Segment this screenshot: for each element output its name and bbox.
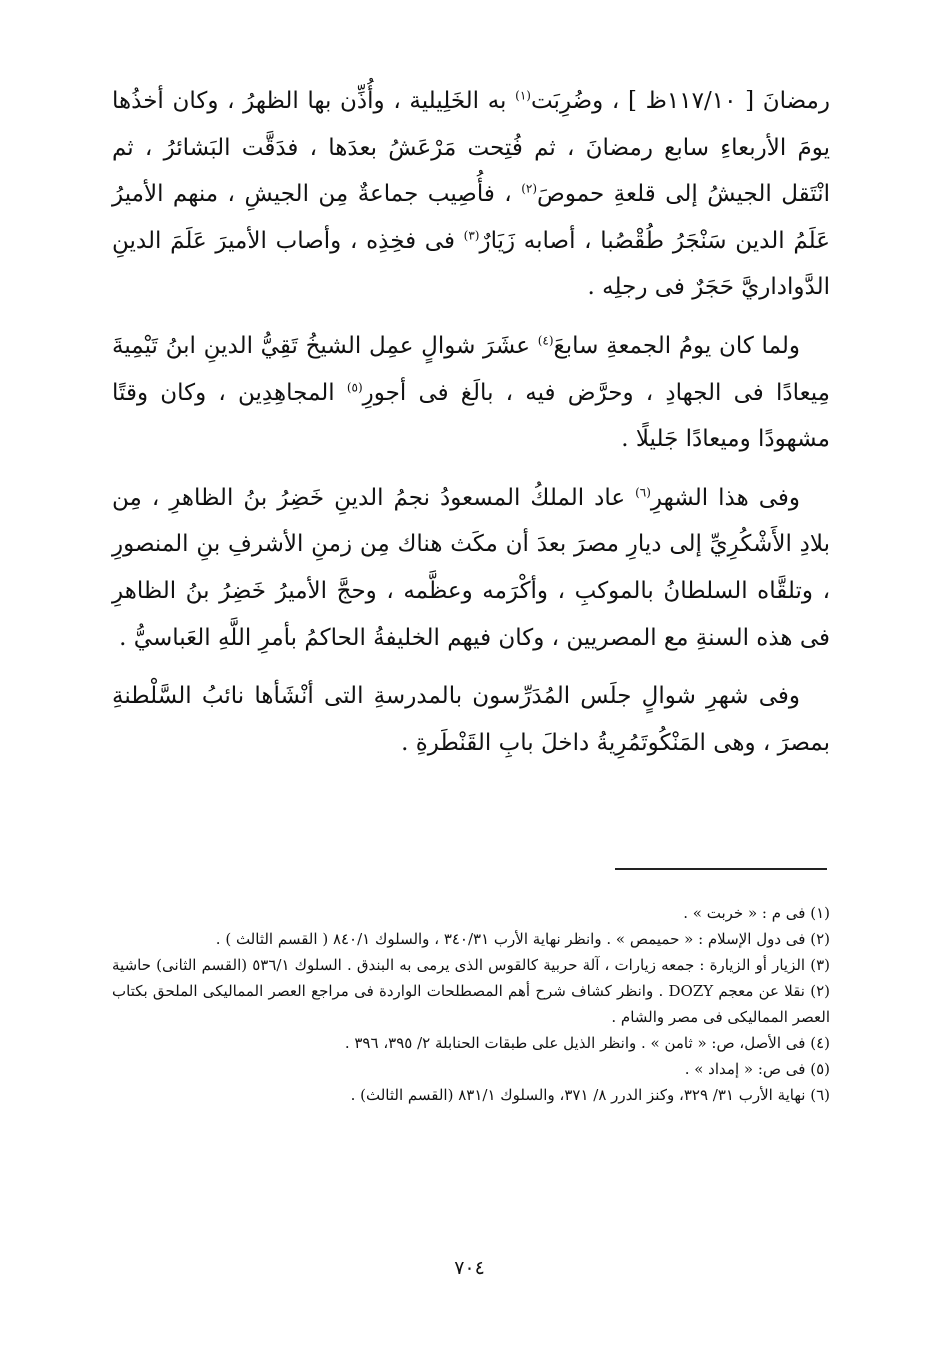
paragraph	[112, 673, 830, 766]
footnote-reference: (١)	[515, 88, 531, 103]
footnote: (٦) نهاية الأرب ٣١/ ٣٢٩، وكنز الدرر ٨/ ٣٧١، والسلوك ٨٣١/١ (القسم الثالث) .	[350, 1086, 830, 1104]
paragraph	[112, 78, 830, 311]
paragraph	[112, 323, 830, 463]
paragraph-text: به الخَلِيلية ، وأُذِّن بها الظهرُ ، وكان أخذُها يومَ الأربعاءِ سابع رمضانَ ، ثم فُتِحت مَرْعَشُ بعدَها ، فدَقَّت البَشائرُ ، ثم انْتَقل الجيشُ إلى قلعةِ حموصَ	[112, 88, 830, 208]
footnote: (٥) فى ص: « إمداد » .	[684, 1060, 830, 1078]
paragraph-text: فى فخِذِه ، وأصاب الأميرَ عَلَمَ الدينِ الدَّواداريَّ حَجَرٌ فى رجلِه .	[112, 227, 830, 301]
paragraph	[112, 475, 830, 661]
paragraph-text: رمضانَ [ ١١٧/١٠ظ ] ، وضُرِبَت	[530, 88, 830, 114]
paragraph-text: عشَرَ شوالٍ عمِل الشيخُ تَقِيُّ الدينِ ابنُ تَيْمِيةَ مِيعادًا فى الجهادِ ، وحرَّض فيه ، بالَغ فى أجورِ	[112, 332, 830, 406]
main-text	[112, 78, 830, 766]
footnotes	[112, 900, 830, 1108]
paragraph-text: ولما كان يومُ الجمعةِ سابعَ	[553, 332, 800, 359]
footnote-reference: (٤)	[537, 333, 554, 348]
footnote: (٣) الزيار أو الزيارة : جمعه زيارات ، آلة حربية كالقوس الذى يرمى به البندق . السلوك ٥٣٦/١ (القسم الثانى) حاشية (٢) نقلا عن معجم DOZY . وانظر كشاف شرح أهم المصطلحات الواردة فى مراجع العصر المماليكى الملحق بكتاب العصر المماليكى فى مصر والشام .	[112, 956, 830, 1026]
footnote: (١) فى م : « خربت » .	[683, 904, 830, 922]
footnote-reference: (٥)	[346, 379, 363, 394]
footnote-reference: (٦)	[635, 485, 651, 500]
footnote: (٢) فى دول الإسلام : « حميمص » . وانظر نهاية الأرب ٣٤٠/٣١ ، والسلوك ٨٤٠/١ ( القسم الثالث ) .	[215, 930, 830, 948]
paragraph-text: ، فأُصِيب جماعةٌ مِن الجيشِ ، منهم الأميرُ عَلَمُ الدين سَنْجَرُ طُقْصُبا ، أصابه زَيَارٌ	[112, 181, 830, 254]
page-number: ٧٠٤	[454, 1257, 485, 1279]
footnote-separator	[615, 868, 827, 870]
paragraph-text: وفى هذا الشهرِ	[650, 484, 800, 511]
paragraph-text: عاد الملكُ المسعودُ نجمُ الدينِ خَضِرُ بنُ الظاهرِ ، مِن بلادِ الأَشْكُرِيِّ إلى ديارِ مصرَ بعدَ أن مكَث هناك مِن زمنِ الأشرفِ بنِ المنصورِ ، وتلقَّاه السلطانُ بالموكبِ ، وأكْرَمه وعظَّمه ، وحجَّ الأميرُ خَضِرُ بنُ الظاهرِ فى هذه السنةِ مع المصريين ، وكان فيهم الخليفةُ الحاكمُ بأمرِ اللَّهِ العَباسيُّ .	[112, 484, 830, 651]
paragraph-text: المجاهِدِين ، وكان وقتًا مشهودًا وميعادًا جَليلًا .	[112, 379, 830, 453]
footnote-reference: (٣)	[463, 228, 480, 243]
footnote-reference: (٢)	[521, 181, 538, 196]
paragraph-text: وفى شهرِ شوالٍ جلَس المُدَرِّسون بالمدرسةِ التى أنْشَأها نائبُ السَّلْطنةِ بمصرَ ، وهى المَنْكُوتَمُرِيةُ داخلَ بابِ القَنْطَرةِ .	[112, 683, 830, 756]
footnote: (٤) فى الأصل، ص: « ثامن » . وانظر الذيل على طبقات الحنابلة ٢/ ٣٩٥، ٣٩٦ .	[344, 1034, 830, 1052]
